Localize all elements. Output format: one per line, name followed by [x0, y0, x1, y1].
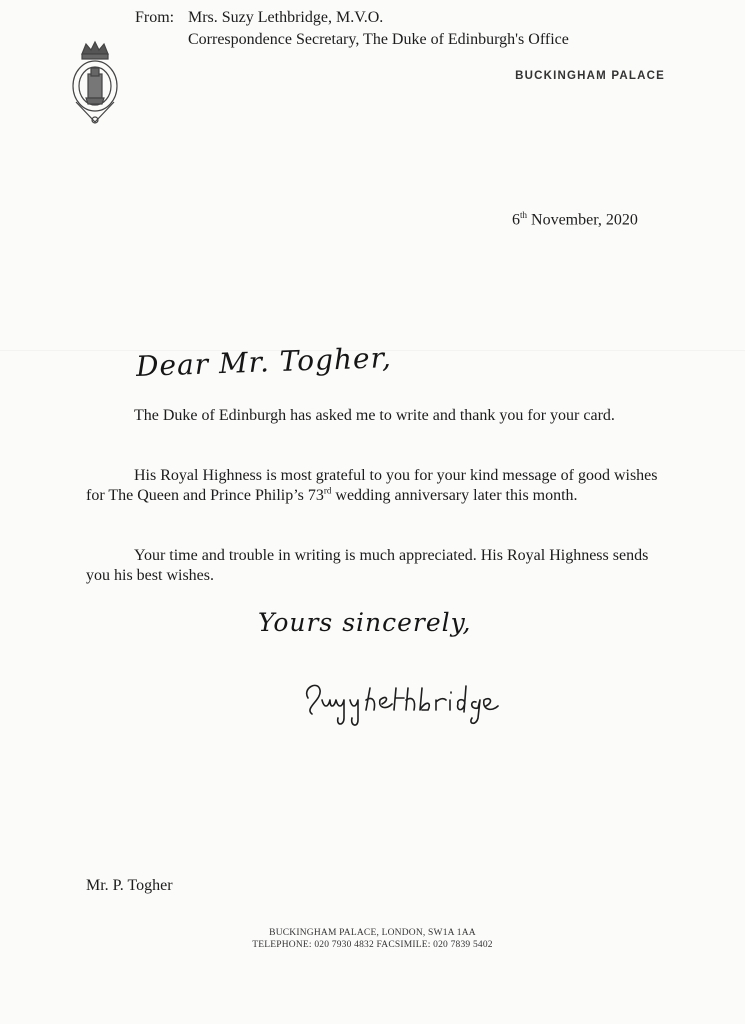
body-paragraph-1: The Duke of Edinburgh has asked me to write and thank you for your card. [134, 407, 615, 424]
signature [300, 670, 570, 730]
body-paragraph-3: Your time and trouble in writing is much appreciated. His Royal Highness sends you his best wishes. [86, 547, 649, 584]
recipient-name: Mr. P. Togher [86, 877, 173, 894]
handwritten-salutation: Dear Mr. Togher, [135, 341, 393, 383]
footer-address: BUCKINGHAM PALACE, LONDON, SW1A 1AA [269, 928, 476, 938]
sender-name: Mrs. Suzy Lethbridge, M.V.O. [188, 9, 384, 26]
body-paragraph-2: His Royal Highness is most grateful to you for your kind message of good wishes for The Queen and Prince Philip’s 73rd wedding anniversary later this month. [86, 467, 658, 504]
handwritten-closing: Yours sincerely, [258, 608, 472, 637]
sender-title: Correspondence Secretary, The Duke of Edinburgh's Office [188, 31, 569, 48]
palace-heading: BUCKINGHAM PALACE [515, 70, 665, 82]
royal-crest-icon [66, 40, 124, 126]
from-label: From: [135, 9, 175, 26]
footer-contact: TELEPHONE: 020 7930 4832 FACSIMILE: 020 7839 5402 [252, 940, 493, 950]
letter-date: 6th November, 2020 [512, 210, 638, 229]
